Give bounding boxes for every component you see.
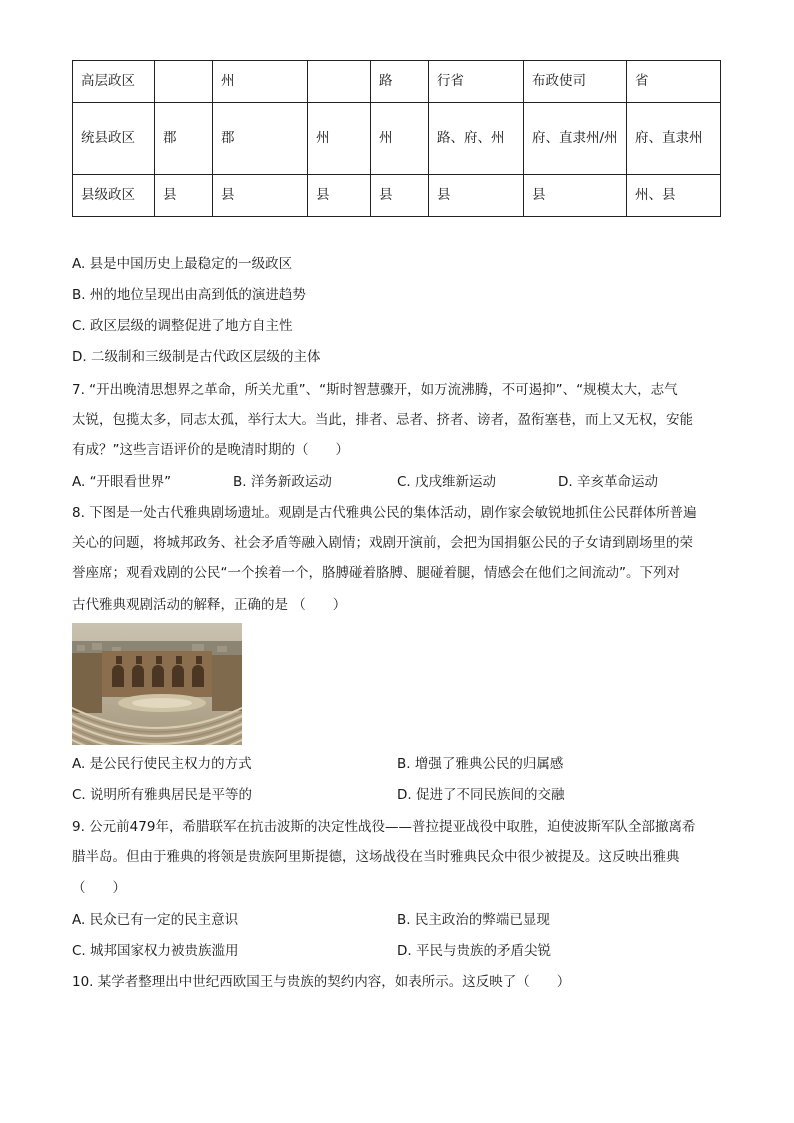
q9-option-a: A. 民众已有一定的民主意识 <box>72 912 239 928</box>
q6-option-c: C. 政区层级的调整促进了地方自主性 <box>72 318 293 334</box>
q6-option-d: D. 二级制和三级制是古代政区层级的主体 <box>72 349 321 365</box>
q8-option-a: A. 是公民行使民主权力的方式 <box>72 756 252 772</box>
table-cell: 府、直隶州 <box>627 103 721 175</box>
table-cell: 县级政区 <box>73 175 155 217</box>
table-cell: 州 <box>371 103 429 175</box>
table-cell: 州 <box>213 61 308 103</box>
table-cell: 高层政区 <box>73 61 155 103</box>
q7-stem-line-1: 7. “开出晚清思想界之革命，所关尤重”、“斯时智慧骤开，如万流沸腾，不可遏抑”、“规模太大，志气 <box>72 382 678 398</box>
table-cell: 府、直隶州/州 <box>524 103 627 175</box>
table-cell: 布政使司 <box>524 61 627 103</box>
table-cell <box>308 61 371 103</box>
table-cell <box>155 61 213 103</box>
theatre-ruins-photo <box>72 623 242 745</box>
table-cell: 县 <box>524 175 627 217</box>
admin-division-table <box>72 60 721 217</box>
q8-stem-line-3: 誉座席；观看戏剧的公民“一个挨着一个，胳膊碰着胳膊、腿碰着腿，情感会在他们之间流动”。下列对 <box>72 565 680 581</box>
table-cell: 统县政区 <box>73 103 155 175</box>
table-cell: 县 <box>213 175 308 217</box>
q8-stem-line-4: 古代雅典观剧活动的解释，正确的是 （ ） <box>72 597 347 613</box>
q10-stem-line-1: 10. 某学者整理出中世纪西欧国王与贵族的契约内容，如表所示。这反映了（ ） <box>72 974 571 990</box>
q9-stem-line-1: 9. 公元前479年，希腊联军在抗击波斯的决定性战役——普拉提亚战役中取胜，迫使波斯军队全部撤离希 <box>72 819 696 835</box>
table-cell: 县 <box>155 175 213 217</box>
q8-stem-line-2: 关心的问题，将城邦政务、社会矛盾等融入剧情；戏剧开演前，会把为国捐躯公民的子女请到剧场里的荣 <box>72 535 693 551</box>
q7-option-c: C. 戊戌维新运动 <box>397 474 497 490</box>
q8-stem-line-1: 8. 下图是一处古代雅典剧场遗址。观剧是古代雅典公民的集体活动，剧作家会敏锐地抓住公民群体所普遍 <box>72 505 697 521</box>
q8-option-b: B. 增强了雅典公民的归属感 <box>397 756 564 772</box>
q8-option-d: D. 促进了不同民族间的交融 <box>397 787 565 803</box>
q7-option-a: A. “开眼看世界” <box>72 474 172 490</box>
table-row <box>73 103 721 175</box>
table-cell: 路、府、州 <box>429 103 524 175</box>
q6-option-b: B. 州的地位呈现出由高到低的演进趋势 <box>72 287 306 303</box>
q9-option-d: D. 平民与贵族的矛盾尖锐 <box>397 943 551 959</box>
q9-stem-line-2: 腊半岛。但由于雅典的将领是贵族阿里斯提德，这场战役在当时雅典民众中很少被提及。这反映出雅典 <box>72 849 680 865</box>
q7-stem-line-3: 有成？”这些言语评价的是晚清时期的（ ） <box>72 442 349 458</box>
q6-option-a: A. 县是中国历史上最稳定的一级政区 <box>72 256 293 272</box>
q7-stem-line-2: 太锐，包揽太多，同志太孤，举行太大。当此，排者、忌者、挤者、谤者，盈衔塞巷，而上又无权，安能 <box>72 412 693 428</box>
q9-option-c: C. 城邦国家权力被贵族滥用 <box>72 943 239 959</box>
q7-option-b: B. 洋务新政运动 <box>233 474 332 490</box>
table-cell: 县 <box>308 175 371 217</box>
table-cell: 郡 <box>155 103 213 175</box>
table-cell: 省 <box>627 61 721 103</box>
q9-stem-line-3: （ ） <box>72 880 126 896</box>
table-row <box>73 175 721 217</box>
table-cell: 州、县 <box>627 175 721 217</box>
table-cell: 县 <box>371 175 429 217</box>
q9-option-b: B. 民主政治的弊端已显现 <box>397 912 550 928</box>
table-row <box>73 61 721 103</box>
table-cell: 郡 <box>213 103 308 175</box>
q8-option-c: C. 说明所有雅典居民是平等的 <box>72 787 253 803</box>
table-cell: 行省 <box>429 61 524 103</box>
table-cell: 路 <box>371 61 429 103</box>
q7-option-d: D. 辛亥革命运动 <box>558 474 658 490</box>
table-cell: 县 <box>429 175 524 217</box>
table-cell: 州 <box>308 103 371 175</box>
